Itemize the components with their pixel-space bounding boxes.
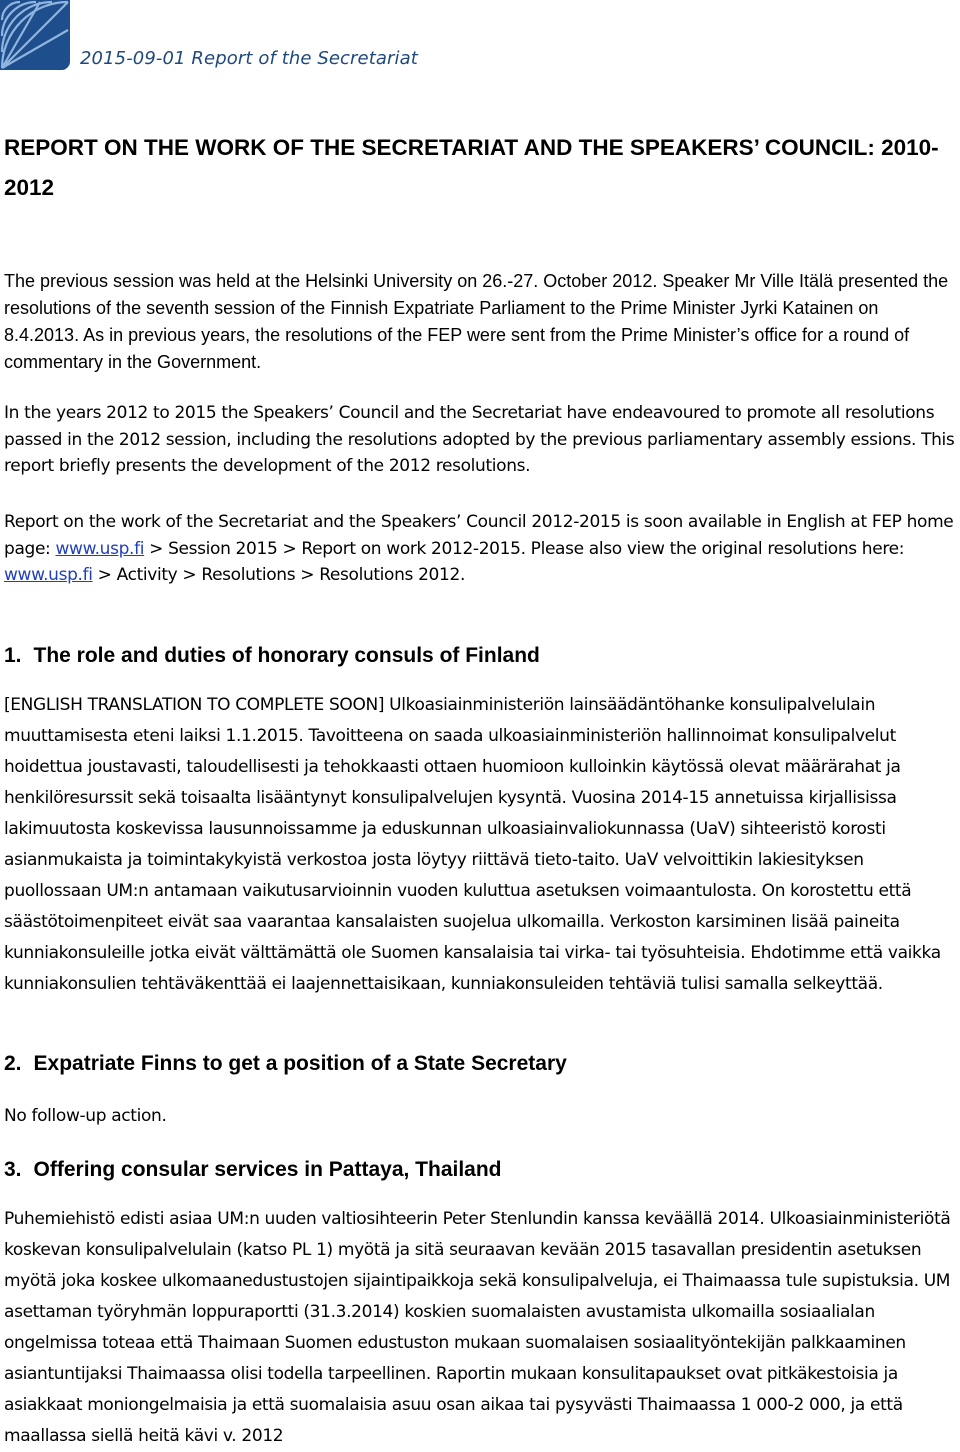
report-text-3: > Activity > Resolutions > Resolutions 2012. — [92, 565, 466, 586]
section-1-title: The role and duties of honorary consuls of Finland — [33, 644, 540, 667]
section-3-title: Offering consular services in Pattaya, Thailand — [33, 1158, 502, 1181]
section-1-body: [ENGLISH TRANSLATION TO COMPLETE SOON] Ulkoasiainministeriön lainsäädäntöhanke konsulipalvelulain muuttamisesta eteni laiksi 1.1.2015. Tavoitteena on saada ulkoasiainministeriön hallinnoimat konsulipalvelut hoidettua joustavasti, taloudellisesti ja tehokkaasti ottaen huomioon kulloinkin käytössä olevat määrärahat ja henkilöresurssit sekä toisaalta lisääntynyt konsulipalvelujen kysyntä. Vuosina 2014-15 annetuissa kirjallisissa lakimuutosta koskevissa lausunnoissamme ja eduskunnan ulkoasiainvaliokunnassa (UaV) sihteeristö korosti asianmukaista ja toimintakykyistä verkostoa josta löytyy riittävä tieto-taito. UaV velvoittikin lakiesityksen puollossaan UM:n antamaan vaikutusarvioinnin vuoden kuluttua asetuksen voimaantulosta. On korostettu että säästötoimenpiteet eivät saa vaarantaa kansalaisten suojelua ulkomailla. Verkoston karsiminen lisää paineita kunniakonsuleille jotka eivät välttämättä ole Suomen kansalaisia tai virka- tai työsuhteisia. Ehdotimme että vaikka kunniakonsulien tehtäväkenttää ei laajennettaisikaan, kunniakonsuleiden tehtäviä tulisi samalla selkeyttää. — [4, 695, 941, 994]
report-text-2: > Session 2015 > Report on work 2012-2015. Please also view the original resolutions here: — [144, 538, 905, 559]
section-3-number: 3. — [4, 1158, 22, 1181]
section-1-number: 1. — [4, 644, 22, 667]
fep-logo-icon — [0, 0, 72, 72]
section-1-heading — [4, 644, 540, 668]
intro-paragraph: The previous session was held at the Helsinki University on 26.-27. October 2012. Speaker Mr Ville Itälä presented the resolutions of the seventh session of the Finnish Expatriate Parliament to the Prime Minister Jyrki Katainen on 8.4.2013. As in previous years, the resolutions of the FEP were sent from the Prime Minister’s office for a round of commentary in the Government. — [4, 271, 949, 372]
section-2-number: 2. — [4, 1052, 22, 1075]
section-2-body: No follow-up action. — [4, 1106, 167, 1126]
usp-link-2[interactable]: www.usp.fi — [4, 565, 93, 586]
section-2-heading — [4, 1052, 567, 1076]
report-text-1: Report on the work of the Secretariat and the Speakers’ Council 2012-2015 is soon available in English at FEP home page: — [4, 512, 954, 559]
section-3-body: Puhemiehistö edisti asiaa UM:n uuden valtiosihteerin Peter Stenlundin kanssa keväällä 2014. Ulkoasiainministeriötä koskevan konsulipalvelulain (katso PL 1) myötä ja sitä seuraavan kevään 2015 tasavallan presidentin asetuksen myötä joka koskee ulkomaanedustustojen sijaintipaikkoja sekä konsulipalveluja, ei Thaimaassa tule supistuksia. UM asettaman työryhmän loppuraportti (31.3.2014) koskien suomalaisten avustamista ulkomailla sosiaalialan ongelmissa toteaa että Thaimaan Suomen edustuston mukaan suomalaisen sosiaalityöntekijän palkkaaminen asiantuntijaksi Thaimaassa olisi todella tarpeellinen. Raportin mukaan konsulitapaukset ovat pitkäkestoisia ja asiakkaat moniongelmaisia ja että suomalaisia asuu osan aikaa tai pysyvästi Thaimaassa 1 000-2 000, ja että maallassa siellä heitä kävi v. 2012 — [4, 1209, 951, 1446]
section-2-title: Expatriate Finns to get a position of a State Secretary — [33, 1052, 567, 1075]
usp-link-1[interactable]: www.usp.fi — [55, 538, 145, 559]
main-title: REPORT ON THE WORK OF THE SECRETARIAT AND THE SPEAKERS’ COUNCIL: 2010-2012 — [4, 135, 939, 200]
years-paragraph: In the years 2012 to 2015 the Speakers’ Council and the Secretariat have endeavoured to promote all resolutions passed in the 2012 session, including the resolutions adopted by the previous parliamentary assembly essions. This report briefly presents the development of the 2012 resolutions. — [4, 403, 955, 477]
header-title: 2015-09-01 Report of the Secretariat — [80, 48, 418, 69]
report-paragraph — [4, 509, 956, 589]
section-3-heading — [4, 1158, 502, 1182]
